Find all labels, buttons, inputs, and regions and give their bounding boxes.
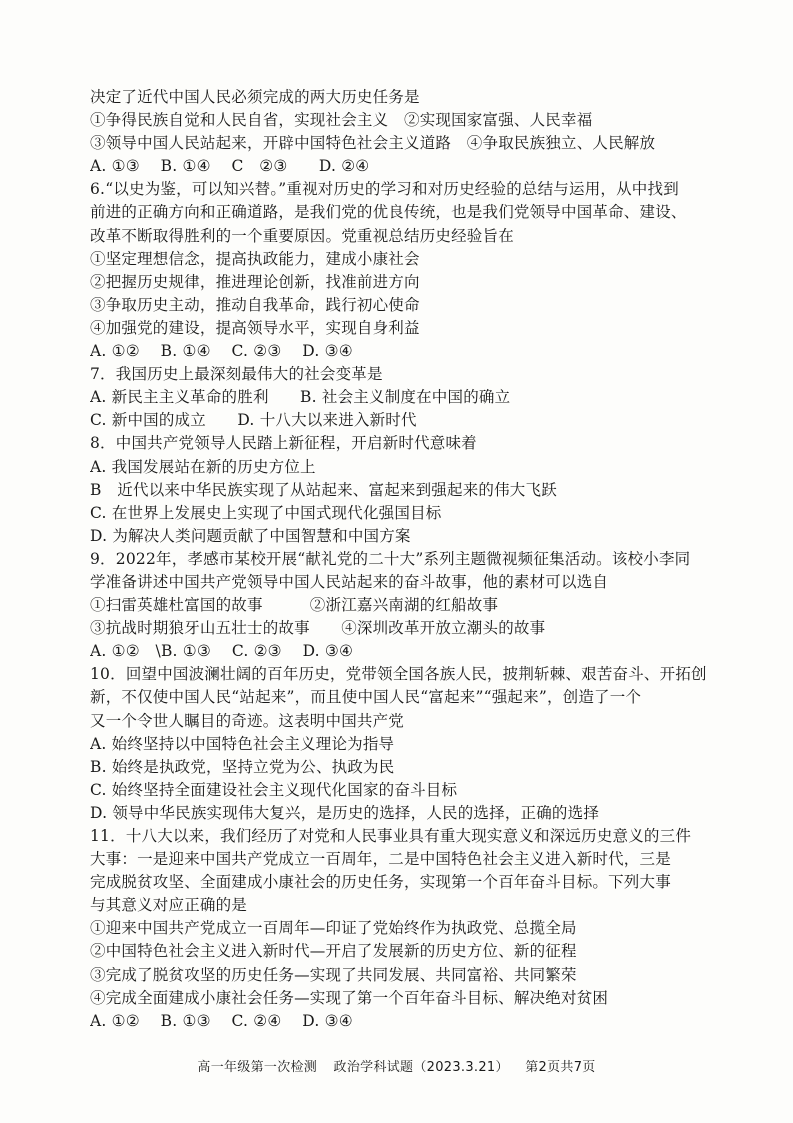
- q8-option-c: C. 在世界上发展史上实现了中国式现代化强国目标: [90, 503, 442, 522]
- q10-option-a: A. 始终坚持以中国特色社会主义理论为指导: [90, 734, 395, 753]
- q11-item-4: ④完成全面建成小康社会任务—实现了第一个百年奋斗目标、解决绝对贫困: [90, 988, 609, 1007]
- page-footer: [0, 1056, 793, 1075]
- q9-item-2: ③抗战时期狼牙山五壮士的故事 ④深圳改革开放立潮头的故事: [90, 619, 546, 638]
- q6-stem-3: 改革不断取得胜利的一个重要原因。党重视总结历史经验旨在: [90, 226, 514, 245]
- q7-options-2: C. 新中国的成立 D. 十八大以来进入新时代: [90, 411, 417, 430]
- q5-options: A. ①③ B. ①④ C ②③ D. ②④: [90, 157, 370, 176]
- question-content: [90, 86, 730, 1033]
- q8-stem: 8．中国共产党领导人民踏上新征程，开启新时代意味着: [90, 434, 477, 453]
- q10-stem-1: 10．回望中国波澜壮阔的百年历史，党带领全国各族人民，披荆斩棘、艰苦奋斗、开拓创: [90, 665, 707, 684]
- q9-stem-2: 学准备讲述中国共产党领导中国人民站起来的奋斗故事，他的素材可以选自: [90, 572, 609, 591]
- q8-option-a: A. 我国发展站在新的历史方位上: [90, 457, 316, 476]
- q6-stem-1: 6.“以史为鉴，可以知兴替。”重视对历史的学习和对历史经验的总结与运用，从中找到: [90, 180, 679, 199]
- q9-stem-1: 9．2022年，孝感市某校开展“献礼党的二十大”系列主题微视频征集活动。该校小李同: [90, 549, 691, 568]
- q11-options: A. ①② B. ①③ C. ②④ D. ③④: [90, 1011, 353, 1030]
- q6-options: A. ①② B. ①④ C. ②③ D. ③④: [90, 342, 353, 361]
- q5-item-2: ③领导中国人民站起来，开辟中国特色社会主义道路 ④争取民族独立、人民解放: [90, 134, 656, 153]
- q9-item-1: ①扫雷英雄杜富国的故事 ②浙江嘉兴南湖的红船故事: [90, 596, 499, 615]
- q6-item-1: ①坚定理想信念，提高执政能力，建成小康社会: [90, 249, 420, 268]
- q11-stem-2: 大事：一是迎来中国共产党成立一百周年，二是中国特色社会主义进入新时代，三是: [90, 850, 671, 869]
- q7-options-1: A. 新民主主义革命的胜利 B. 社会主义制度在中国的确立: [90, 388, 511, 407]
- q6-stem-2: 前进的正确方向和正确道路，是我们党的优良传统，也是我们党领导中国革命、建设、: [90, 203, 687, 222]
- footer-subject: 政治学科试题（2023.3.21）: [333, 1060, 509, 1075]
- q11-stem-4: 与其意义对应正确的是: [90, 896, 248, 915]
- q5-stem: 决定了近代中国人民必须完成的两大历史任务是: [90, 88, 420, 106]
- q11-stem-1: 11．十八大以来，我们经历了对党和人民事业具有重大现实意义和深远历史意义的三件: [90, 827, 692, 845]
- q10-option-d: D. 领导中华民族实现伟大复兴，是历史的选择，人民的选择，正确的选择: [90, 803, 600, 822]
- footer-exam-name: 高一年级第一次检测: [197, 1060, 318, 1075]
- q10-stem-2: 新，不仅使中国人民“站起来”，而且使中国人民“富起来”“强起来”，创造了一个: [90, 688, 642, 707]
- q8-option-d: D. 为解决人类问题贡献了中国智慧和中国方案: [90, 526, 411, 545]
- q6-item-2: ②把握历史规律，推进理论创新，找准前进方向: [90, 272, 420, 291]
- q11-stem-3: 完成脱贫攻坚、全面建成小康社会的历史任务，实现第一个百年奋斗目标。下列大事: [90, 873, 671, 892]
- q11-item-1: ①迎来中国共产党成立一百周年—印证了党始终作为执政党、总揽全局: [90, 919, 577, 938]
- q11-item-3: ③完成了脱贫攻坚的历史任务—实现了共同发展、共同富裕、共同繁荣: [90, 965, 577, 984]
- q10-option-c: C. 始终坚持全面建设社会主义现代化国家的奋斗目标: [90, 780, 458, 799]
- q10-stem-3: 又一个令世人瞩目的奇迹。这表明中国共产党: [90, 711, 405, 730]
- q5-item-1: ①争得民族自觉和人民自省，实现社会主义 ②实现国家富强、人民幸福: [90, 111, 593, 130]
- q9-options: A. ①② \B. ①③ C. ②③ D. ③④: [90, 642, 354, 661]
- q6-item-3: ③争取历史主动，推动自我革命，践行初心使命: [90, 295, 420, 314]
- q7-stem: 7．我国历史上最深刻最伟大的社会变革是: [90, 365, 383, 384]
- q10-option-b: B. 始终是执政党，坚持立党为公、执政为民: [90, 757, 395, 776]
- q11-item-2: ②中国特色社会主义进入新时代—开启了发展新的历史方位、新的征程: [90, 942, 577, 961]
- q6-item-4: ④加强党的建设，提高领导水平，实现自身利益: [90, 318, 420, 337]
- q8-option-b: B 近代以来中华民族实现了从站起来、富起来到强起来的伟大飞跃: [90, 480, 557, 499]
- footer-page-number: 第2页共7页: [525, 1060, 596, 1075]
